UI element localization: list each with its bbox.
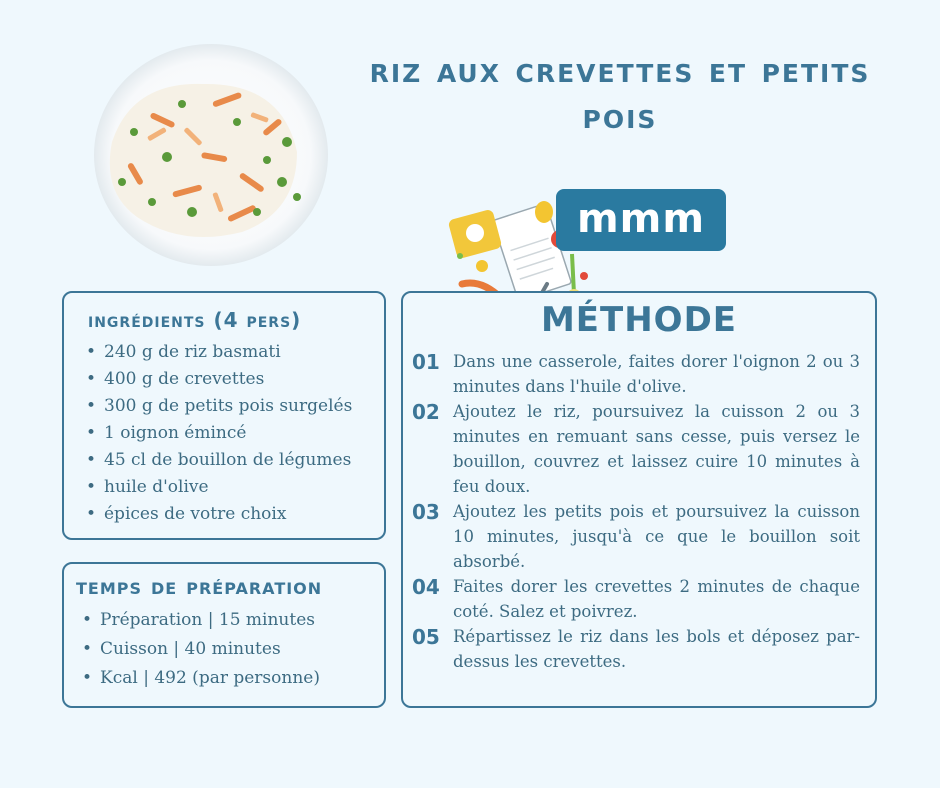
list-item: • épices de votre choix <box>86 501 376 528</box>
list-item: • 400 g de crevettes <box>86 366 376 393</box>
method-step <box>412 624 860 674</box>
list-item: • 45 cl de bouillon de légumes <box>86 447 376 474</box>
recipe-title: riz aux crevettes et petits pois <box>369 50 871 137</box>
list-item: • 240 g de riz basmati <box>86 339 376 366</box>
method-step <box>412 399 860 499</box>
ingredients-heading: ingrédients (4 pers) <box>88 308 302 332</box>
method-heading: MÉTHODE <box>540 300 738 340</box>
ingredients-list <box>86 339 376 528</box>
rice-dish-image <box>92 42 330 268</box>
mmm-badge: mmm <box>556 189 726 251</box>
step-text: Ajoutez les petits pois et poursuivez la cuisson 10 minutes, jusqu'à ce que le bouillon soit absorbé. <box>453 502 860 571</box>
list-item: • Kcal | 492 (par personne) <box>82 664 382 693</box>
list-item: • 1 oignon émincé <box>86 420 376 447</box>
step-text: Répartissez le riz dans les bols et déposez par-dessus les crevettes. <box>453 627 860 671</box>
preparation-time-list <box>82 606 382 693</box>
list-item: • Cuisson | 40 minutes <box>82 635 382 664</box>
list-item: • Préparation | 15 minutes <box>82 606 382 635</box>
step-text: Dans une casserole, faites dorer l'oignon 2 ou 3 minutes dans l'huile d'olive. <box>453 352 860 396</box>
method-step <box>412 499 860 574</box>
preparation-time-heading: temps de préparation <box>76 574 323 600</box>
step-number: 05 <box>412 625 440 649</box>
list-item: • 300 g de petits pois surgelés <box>86 393 376 420</box>
step-text: Faites dorer les crevettes 2 minutes de chaque coté. Salez et poivrez. <box>453 577 860 621</box>
step-number: 03 <box>412 500 440 524</box>
step-number: 01 <box>412 350 440 374</box>
step-text: Ajoutez le riz, poursuivez la cuisson 2 ou 3 minutes en remuant sans cesse, puis versez le bouillon, couvrez et laissez cuire 10 minutes à feu doux. <box>453 402 860 496</box>
method-step <box>412 574 860 624</box>
list-item: • huile d'olive <box>86 474 376 501</box>
method-step <box>412 349 860 399</box>
method-steps <box>412 349 860 674</box>
step-number: 04 <box>412 575 440 599</box>
step-number: 02 <box>412 400 440 424</box>
